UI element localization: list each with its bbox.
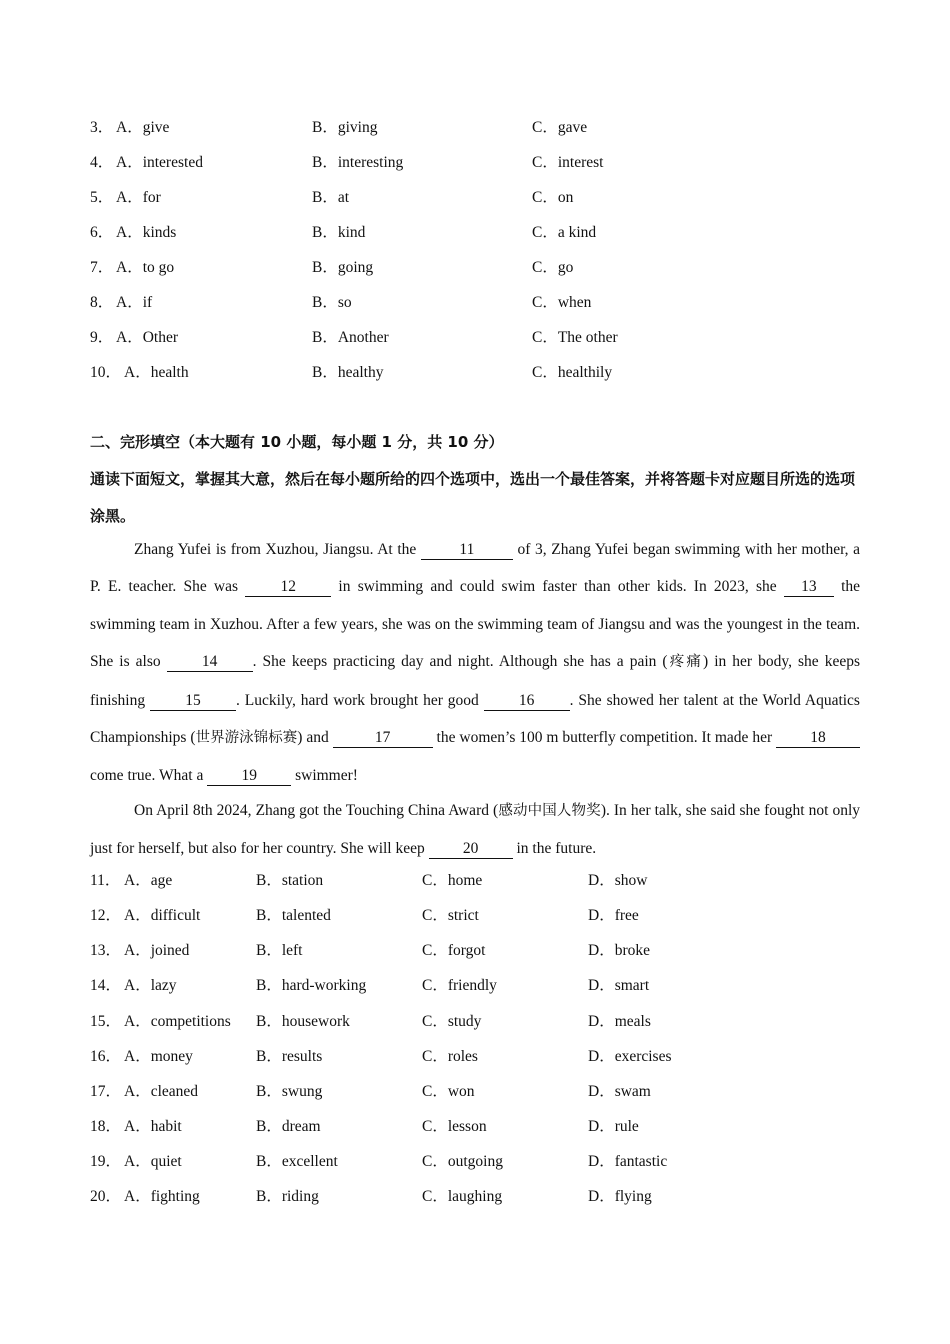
option-a: A．fighting (124, 1188, 200, 1205)
question-number: 13． (90, 942, 122, 959)
blank-12: 12 (245, 578, 331, 597)
section-title: 二、完形填空（本大题有 10 小题，每小题 1 分，共 10 分） (90, 433, 504, 451)
question-number: 5． (90, 189, 114, 206)
option-b: B．station (256, 872, 324, 889)
question-number: 3． (90, 119, 114, 136)
option-c: C．on (532, 189, 574, 206)
question-number: 8． (90, 294, 114, 311)
blank-19: 19 (207, 767, 291, 786)
option-c: C．home (422, 872, 483, 889)
question-number: 16． (90, 1048, 122, 1065)
option-a: A．competitions (124, 1013, 231, 1030)
option-c: C．laughing (422, 1188, 503, 1205)
blank-13: 13 (784, 578, 834, 597)
option-d: D．rule (588, 1118, 639, 1135)
passage-text: in swimming and could swim faster than other kids. In 2023, she (331, 578, 784, 596)
option-a: A．give (116, 119, 170, 136)
option-b: B．Another (312, 329, 389, 346)
passage-text: On April 8th 2024, Zhang got the Touching China Award ( (134, 801, 499, 819)
question-number: 9． (90, 329, 114, 346)
option-b: B．interesting (312, 154, 404, 171)
option-d: D．show (588, 872, 648, 889)
passage-text: ) and (297, 729, 333, 747)
blank-18: 18 (776, 729, 860, 748)
option-b: B．excellent (256, 1153, 338, 1170)
blank-20: 20 (429, 840, 513, 859)
option-a: A．quiet (124, 1153, 182, 1170)
question-number: 17． (90, 1083, 122, 1100)
option-b: B．kind (312, 224, 366, 241)
option-c: C．won (422, 1083, 475, 1100)
passage-text: ). In her talk, she said she fought not only just for herself, but also for her country. She will keep (90, 801, 861, 858)
option-b: B．talented (256, 907, 331, 924)
passage-paragraph-1 (90, 531, 860, 795)
question-number: 18． (90, 1118, 122, 1135)
option-c: C．gave (532, 119, 588, 136)
option-b: B．swung (256, 1083, 323, 1100)
option-b: B．housework (256, 1013, 350, 1030)
passage-paragraph-2 (90, 792, 860, 868)
option-d: D．fantastic (588, 1153, 668, 1170)
option-b: B．results (256, 1048, 323, 1065)
question-number: 19． (90, 1153, 122, 1170)
cloze-passage (90, 531, 860, 868)
question-number: 4． (90, 154, 114, 171)
option-a: A．to go (116, 259, 175, 276)
chinese-gloss: 世界游泳锦标赛 (195, 730, 298, 747)
option-a: A．health (124, 364, 189, 381)
passage-text: the swimming team in Xuzhou. After a few years, she was on the swimming team of Jiangsu and was the youngest in the team. She is also (90, 578, 861, 671)
option-a: A．habit (124, 1118, 182, 1135)
option-c: C．friendly (422, 977, 497, 994)
passage-text: swimmer! (291, 767, 358, 785)
passage-text: in the future. (512, 840, 597, 858)
passage-text: . She keeps practicing day and night. Although she has a pain ( (252, 653, 668, 671)
passage-text: come true. What a (90, 767, 208, 785)
option-a: A．for (116, 189, 161, 206)
passage-text: Zhang Yufei is from Xuzhou, Jiangsu. At the (134, 541, 421, 558)
option-b: B．going (312, 259, 374, 276)
section-instructions: 通读下面短文，掌握其大意，然后在每小题所给的四个选项中，选出一个最佳答案，并将答题卡对应题目所选的选项涂黑。 (90, 470, 856, 525)
blank-17: 17 (333, 729, 433, 748)
blank-14: 14 (167, 653, 253, 672)
option-c: C．outgoing (422, 1153, 503, 1170)
option-a: A．joined (124, 942, 190, 959)
question-number: 11． (90, 872, 121, 889)
question-number: 20． (90, 1188, 122, 1205)
option-c: C．when (532, 294, 592, 311)
blank-16: 16 (484, 692, 570, 711)
passage-text: the women’s 100 m butterfly competition. It made her (432, 729, 777, 747)
option-d: D．meals (588, 1013, 651, 1030)
passage-text: of 3, Zhang Yufei began swimming with her mother, a P. E. teacher. She was (90, 541, 861, 596)
passage-text: ) in her body, she keeps finishing (90, 653, 860, 709)
option-a: A．cleaned (124, 1083, 199, 1100)
option-c: C．healthily (532, 364, 613, 381)
passage-text: . Luckily, hard work brought her good (236, 691, 484, 709)
blank-11: 11 (421, 541, 513, 560)
option-b: B．healthy (312, 364, 384, 381)
option-a: A．difficult (124, 907, 201, 924)
option-c: C．study (422, 1013, 482, 1030)
option-b: B．hard-working (256, 977, 367, 994)
option-c: C．forgot (422, 942, 486, 959)
chinese-gloss: 感动中国人物奖 (498, 802, 601, 819)
option-c: C．roles (422, 1048, 478, 1065)
option-b: B．giving (312, 119, 378, 136)
question-number: 7． (90, 259, 114, 276)
section-heading (90, 424, 860, 535)
option-c: C．lesson (422, 1118, 487, 1135)
option-c: C．go (532, 259, 574, 276)
question-number: 6． (90, 224, 114, 241)
option-a: A．if (116, 294, 153, 311)
option-d: D．free (588, 907, 639, 924)
question-number: 10． (90, 364, 122, 381)
question-number: 12． (90, 907, 122, 924)
option-a: A．money (124, 1048, 193, 1065)
question-number: 15． (90, 1013, 122, 1030)
option-c: C．The other (532, 329, 618, 346)
option-d: D．smart (588, 977, 650, 994)
option-d: D．broke (588, 942, 650, 959)
option-a: A．lazy (124, 977, 177, 994)
chinese-gloss: 疼痛 (667, 654, 704, 671)
option-b: B．at (312, 189, 350, 206)
option-b: B．dream (256, 1118, 321, 1135)
option-b: B．riding (256, 1188, 319, 1205)
option-b: B．so (312, 294, 352, 311)
option-a: A．interested (116, 154, 203, 171)
option-c: C．strict (422, 907, 479, 924)
blank-15: 15 (150, 692, 236, 711)
option-c: C．a kind (532, 224, 597, 241)
option-c: C．interest (532, 154, 604, 171)
option-a: A．age (124, 872, 173, 889)
question-number: 14． (90, 977, 122, 994)
option-b: B．left (256, 942, 303, 959)
option-a: A．Other (116, 329, 178, 346)
option-a: A．kinds (116, 224, 177, 241)
option-d: D．exercises (588, 1048, 672, 1065)
passage-text: . She showed her talent at the World Aquatics Championships ( (90, 691, 860, 747)
option-d: D．flying (588, 1188, 652, 1205)
option-d: D．swam (588, 1083, 651, 1100)
